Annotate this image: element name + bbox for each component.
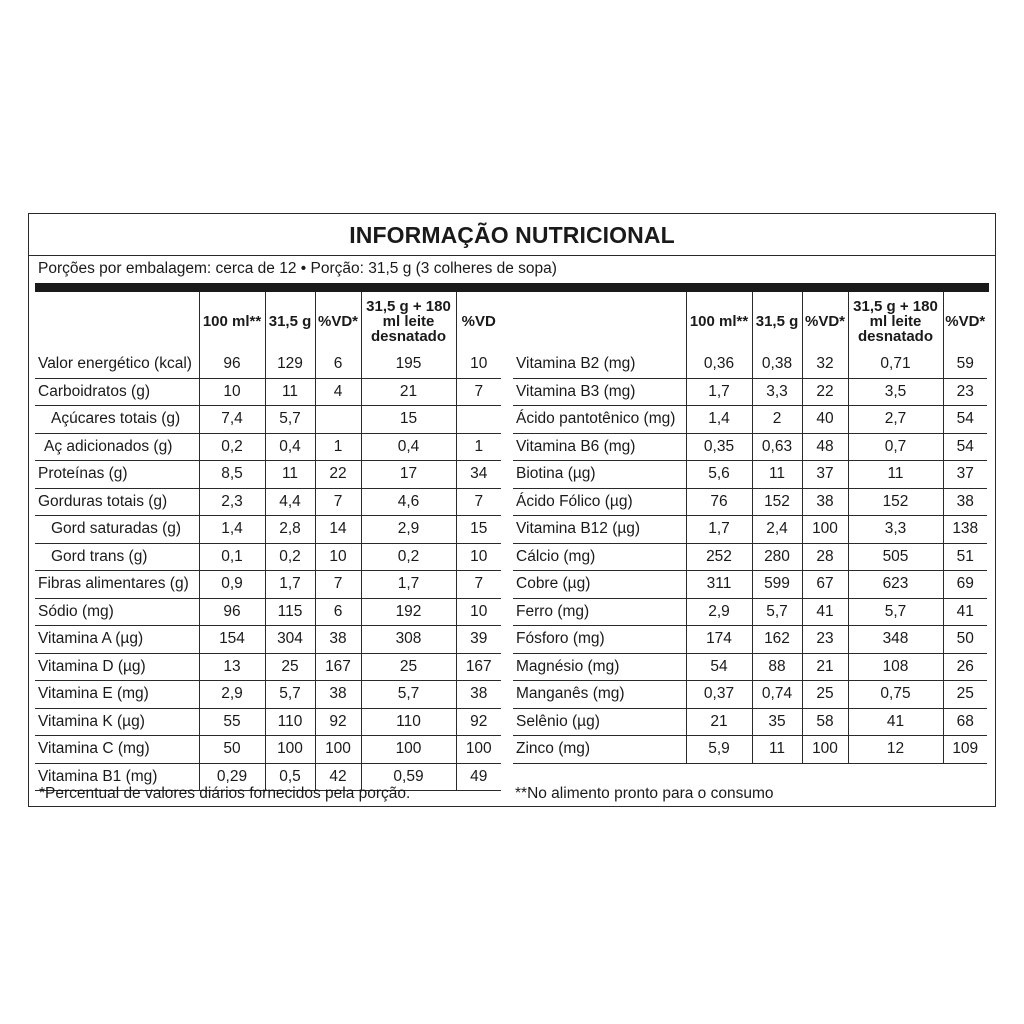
- value-vd-mix: 59: [943, 351, 987, 378]
- nutrient-label: Ácido pantotênico (mg): [516, 410, 676, 427]
- value-mix: 308: [361, 626, 456, 654]
- value-vd: 67: [802, 571, 848, 599]
- value-vd: 21: [802, 653, 848, 681]
- right-table-wrap: [513, 292, 987, 764]
- nutrition-facts-panel: [28, 213, 996, 807]
- value-31g: 2,8: [265, 516, 315, 544]
- header-mix: 31,5 g + 180 ml leite desnatado: [848, 292, 943, 351]
- nutrient-label: Vitamina C (mg): [38, 740, 150, 757]
- value-100ml: 76: [686, 488, 752, 516]
- value-31g: 0,38: [752, 351, 802, 378]
- value-31g: 115: [265, 598, 315, 626]
- value-mix: 195: [361, 351, 456, 378]
- value-31g: 0,2: [265, 543, 315, 571]
- value-31g: 0,63: [752, 433, 802, 461]
- value-vd: 92: [315, 708, 361, 736]
- header-vd-mix: %VD: [456, 292, 501, 351]
- value-mix: 2,7: [848, 406, 943, 434]
- value-vd-mix: 41: [943, 598, 987, 626]
- nutrient-label: Vitamina B2 (mg): [516, 355, 636, 372]
- footnote-ready: **No alimento pronto para o consumo: [515, 785, 774, 802]
- value-mix: 3,3: [848, 516, 943, 544]
- value-31g: 3,3: [752, 378, 802, 406]
- value-31g: 88: [752, 653, 802, 681]
- nutrient-label: Ácido Fólico (µg): [516, 492, 633, 510]
- value-vd-mix: 50: [943, 626, 987, 654]
- value-mix: 5,7: [361, 681, 456, 709]
- value-vd-mix: 100: [456, 736, 501, 764]
- value-100ml: 154: [199, 626, 265, 654]
- right-table-body: [513, 351, 987, 763]
- value-100ml: 2,9: [686, 598, 752, 626]
- value-31g: 1,7: [265, 571, 315, 599]
- nutrient-label: Valor energético (kcal): [38, 355, 192, 372]
- nutrient-label: Manganês (mg): [516, 685, 625, 702]
- value-mix: 41: [848, 708, 943, 736]
- value-vd-mix: 38: [943, 488, 987, 516]
- value-vd: 14: [315, 516, 361, 544]
- value-vd-mix: 69: [943, 571, 987, 599]
- value-31g: 5,7: [265, 406, 315, 434]
- table-row: [513, 626, 987, 654]
- value-mix: 623: [848, 571, 943, 599]
- value-vd: 6: [315, 598, 361, 626]
- value-vd-mix: 34: [456, 461, 501, 489]
- value-vd: 100: [802, 736, 848, 763]
- nutrient-label: Vitamina B3 (mg): [516, 382, 636, 400]
- nutrient-label: Ferro (mg): [516, 602, 590, 620]
- value-31g: 11: [752, 736, 802, 763]
- title-divider: [29, 255, 995, 256]
- portions-text: Porções por embalagem: cerca de 12 • Porção: 31,5 g (3 colheres de sopa): [38, 260, 557, 277]
- nutrient-label: Carboidratos (g): [38, 382, 150, 400]
- nutrition-table-right: [513, 292, 987, 763]
- nutrient-label: Sódio (mg): [38, 602, 114, 620]
- header-vd: %VD*: [802, 292, 848, 351]
- value-vd: 28: [802, 543, 848, 571]
- table-row: [35, 681, 501, 709]
- table-row: [513, 488, 987, 516]
- value-100ml: 8,5: [199, 461, 265, 489]
- value-vd-mix: 49: [456, 763, 501, 790]
- left-table-wrap: [35, 292, 501, 791]
- value-100ml: 1,4: [199, 516, 265, 544]
- value-vd: 37: [802, 461, 848, 489]
- table-row: [513, 378, 987, 406]
- value-100ml: 55: [199, 708, 265, 736]
- header-100ml: 100 ml**: [199, 292, 265, 351]
- value-100ml: 54: [686, 653, 752, 681]
- nutrient-label: Cobre (µg): [516, 575, 591, 592]
- value-vd-mix: [456, 406, 501, 434]
- value-100ml: 252: [686, 543, 752, 571]
- value-mix: 4,6: [361, 488, 456, 516]
- value-100ml: 0,35: [686, 433, 752, 461]
- table-row: [35, 653, 501, 681]
- value-mix: 192: [361, 598, 456, 626]
- left-table-body: [35, 351, 501, 790]
- value-vd-mix: 38: [456, 681, 501, 709]
- table-row: [513, 708, 987, 736]
- value-vd: 38: [802, 488, 848, 516]
- table-row: [513, 598, 987, 626]
- value-31g: 2,4: [752, 516, 802, 544]
- table-row: [35, 378, 501, 406]
- table-row: [35, 351, 501, 378]
- value-vd-mix: 138: [943, 516, 987, 544]
- value-vd: 40: [802, 406, 848, 434]
- value-mix: 11: [848, 461, 943, 489]
- value-mix: 108: [848, 653, 943, 681]
- value-mix: 0,4: [361, 433, 456, 461]
- value-vd: 25: [802, 681, 848, 709]
- panel-title: INFORMAÇÃO NUTRICIONAL: [349, 222, 675, 248]
- table-row: [35, 433, 501, 461]
- value-vd-mix: 39: [456, 626, 501, 654]
- value-31g: 5,7: [265, 681, 315, 709]
- value-mix: 25: [361, 653, 456, 681]
- nutrient-label: Vitamina B12 (µg): [516, 520, 641, 537]
- value-100ml: 2,9: [199, 681, 265, 709]
- value-vd: 32: [802, 351, 848, 378]
- table-row: [35, 571, 501, 599]
- nutrient-label: Biotina (µg): [516, 465, 596, 482]
- nutrient-label: Açúcares totais (g): [51, 410, 181, 427]
- value-100ml: 2,3: [199, 488, 265, 516]
- value-31g: 0,5: [265, 763, 315, 790]
- value-vd-mix: 92: [456, 708, 501, 736]
- value-31g: 0,4: [265, 433, 315, 461]
- thick-divider-bar: [35, 283, 989, 292]
- value-31g: 25: [265, 653, 315, 681]
- table-row: [35, 626, 501, 654]
- header-mix: 31,5 g + 180 ml leite desnatado: [361, 292, 456, 351]
- value-100ml: 0,37: [686, 681, 752, 709]
- value-vd: 38: [315, 681, 361, 709]
- value-vd-mix: 10: [456, 598, 501, 626]
- table-header-row: [513, 292, 987, 351]
- value-100ml: 174: [686, 626, 752, 654]
- value-vd-mix: 109: [943, 736, 987, 763]
- value-vd: 41: [802, 598, 848, 626]
- table-row: [35, 461, 501, 489]
- value-vd-mix: 10: [456, 543, 501, 571]
- value-mix: 0,75: [848, 681, 943, 709]
- table-row: [513, 543, 987, 571]
- value-100ml: 96: [199, 351, 265, 378]
- nutrient-label: Vitamina K (µg): [38, 712, 145, 730]
- value-mix: 505: [848, 543, 943, 571]
- value-31g: 4,4: [265, 488, 315, 516]
- value-vd-mix: 54: [943, 433, 987, 461]
- value-31g: 11: [265, 378, 315, 406]
- value-vd: 100: [802, 516, 848, 544]
- value-31g: 152: [752, 488, 802, 516]
- value-vd: [315, 406, 361, 434]
- value-mix: 100: [361, 736, 456, 764]
- header-vd: %VD*: [315, 292, 361, 351]
- value-100ml: 0,1: [199, 543, 265, 571]
- value-vd-mix: 10: [456, 351, 501, 378]
- value-vd: 58: [802, 708, 848, 736]
- value-100ml: 311: [686, 571, 752, 599]
- value-mix: 1,7: [361, 571, 456, 599]
- nutrient-label: Vitamina B6 (mg): [516, 437, 636, 455]
- nutrient-label: Fibras alimentares (g): [38, 575, 189, 592]
- value-mix: 12: [848, 736, 943, 763]
- value-vd: 23: [802, 626, 848, 654]
- value-vd: 42: [315, 763, 361, 790]
- value-100ml: 7,4: [199, 406, 265, 434]
- value-vd-mix: 37: [943, 461, 987, 489]
- value-31g: 110: [265, 708, 315, 736]
- value-31g: 304: [265, 626, 315, 654]
- value-mix: 0,7: [848, 433, 943, 461]
- value-100ml: 1,7: [686, 378, 752, 406]
- value-100ml: 21: [686, 708, 752, 736]
- value-100ml: 0,36: [686, 351, 752, 378]
- value-vd: 167: [315, 653, 361, 681]
- value-vd: 38: [315, 626, 361, 654]
- value-mix: 21: [361, 378, 456, 406]
- nutrient-label: Magnésio (mg): [516, 657, 620, 675]
- value-31g: 5,7: [752, 598, 802, 626]
- header-100ml: 100 ml**: [686, 292, 752, 351]
- table-header-row: [35, 292, 501, 351]
- value-vd-mix: 68: [943, 708, 987, 736]
- footnote-percent: *Percentual de valores diários fornecidos pela porção.: [39, 785, 411, 802]
- value-vd-mix: 7: [456, 378, 501, 406]
- value-vd: 48: [802, 433, 848, 461]
- table-row: [513, 571, 987, 599]
- value-31g: 162: [752, 626, 802, 654]
- value-vd: 6: [315, 351, 361, 378]
- value-vd-mix: 51: [943, 543, 987, 571]
- value-100ml: 0,2: [199, 433, 265, 461]
- value-vd: 100: [315, 736, 361, 764]
- value-31g: 0,74: [752, 681, 802, 709]
- nutrient-label: Vitamina E (mg): [38, 685, 149, 702]
- value-vd: 7: [315, 571, 361, 599]
- value-31g: 2: [752, 406, 802, 434]
- value-100ml: 1,4: [686, 406, 752, 434]
- value-100ml: 0,9: [199, 571, 265, 599]
- value-vd-mix: 7: [456, 571, 501, 599]
- table-row: [513, 736, 987, 763]
- value-mix: 0,71: [848, 351, 943, 378]
- value-vd-mix: 167: [456, 653, 501, 681]
- nutrient-label: Cálcio (mg): [516, 547, 596, 565]
- value-vd: 22: [802, 378, 848, 406]
- value-vd-mix: 26: [943, 653, 987, 681]
- value-mix: 5,7: [848, 598, 943, 626]
- nutrient-label: Zinco (mg): [516, 740, 591, 757]
- table-row: [513, 406, 987, 434]
- value-vd-mix: 23: [943, 378, 987, 406]
- value-mix: 0,2: [361, 543, 456, 571]
- nutrient-label: Vitamina A (µg): [38, 630, 144, 647]
- value-100ml: 50: [199, 736, 265, 764]
- nutrient-label: Proteínas (g): [38, 465, 128, 482]
- header-label: [513, 292, 686, 351]
- table-row: [513, 516, 987, 544]
- table-row: [513, 433, 987, 461]
- table-row: [513, 351, 987, 378]
- table-row: [35, 488, 501, 516]
- nutrient-label: Vitamina B1 (mg): [38, 767, 158, 785]
- nutrient-label: Gorduras totais (g): [38, 492, 168, 510]
- value-mix: 348: [848, 626, 943, 654]
- value-vd-mix: 25: [943, 681, 987, 709]
- header-vd-mix: %VD*: [943, 292, 987, 351]
- value-vd: 4: [315, 378, 361, 406]
- nutrient-label: Vitamina D (µg): [38, 657, 146, 675]
- table-row: [35, 516, 501, 544]
- value-mix: 110: [361, 708, 456, 736]
- value-vd-mix: 7: [456, 488, 501, 516]
- table-row: [35, 598, 501, 626]
- value-31g: 35: [752, 708, 802, 736]
- nutrient-label: Selênio (µg): [516, 712, 600, 730]
- value-100ml: 0,29: [199, 763, 265, 790]
- header-31g: 31,5 g: [752, 292, 802, 351]
- header-31g: 31,5 g: [265, 292, 315, 351]
- nutrition-table-left: [35, 292, 501, 790]
- value-vd: 7: [315, 488, 361, 516]
- nutrient-label: Fósforo (mg): [516, 630, 605, 647]
- table-row: [513, 461, 987, 489]
- nutrient-label: Gord trans (g): [51, 547, 148, 565]
- value-vd-mix: 1: [456, 433, 501, 461]
- value-mix: 152: [848, 488, 943, 516]
- value-100ml: 5,6: [686, 461, 752, 489]
- value-31g: 280: [752, 543, 802, 571]
- value-31g: 11: [752, 461, 802, 489]
- value-vd: 10: [315, 543, 361, 571]
- value-31g: 129: [265, 351, 315, 378]
- value-100ml: 5,9: [686, 736, 752, 763]
- table-row: [35, 543, 501, 571]
- value-31g: 11: [265, 461, 315, 489]
- table-row: [35, 708, 501, 736]
- value-100ml: 1,7: [686, 516, 752, 544]
- value-mix: 3,5: [848, 378, 943, 406]
- value-mix: 0,59: [361, 763, 456, 790]
- value-31g: 599: [752, 571, 802, 599]
- table-row: [35, 406, 501, 434]
- value-100ml: 13: [199, 653, 265, 681]
- value-mix: 2,9: [361, 516, 456, 544]
- table-row: [35, 736, 501, 764]
- value-vd-mix: 54: [943, 406, 987, 434]
- header-label: [35, 292, 199, 351]
- nutrient-label: Aç adicionados (g): [44, 437, 173, 455]
- table-row: [513, 681, 987, 709]
- value-vd-mix: 15: [456, 516, 501, 544]
- value-100ml: 10: [199, 378, 265, 406]
- value-vd: 1: [315, 433, 361, 461]
- value-100ml: 96: [199, 598, 265, 626]
- value-mix: 17: [361, 461, 456, 489]
- value-mix: 15: [361, 406, 456, 434]
- nutrient-label: Gord saturadas (g): [51, 520, 182, 537]
- table-row: [513, 653, 987, 681]
- value-31g: 100: [265, 736, 315, 764]
- value-vd: 22: [315, 461, 361, 489]
